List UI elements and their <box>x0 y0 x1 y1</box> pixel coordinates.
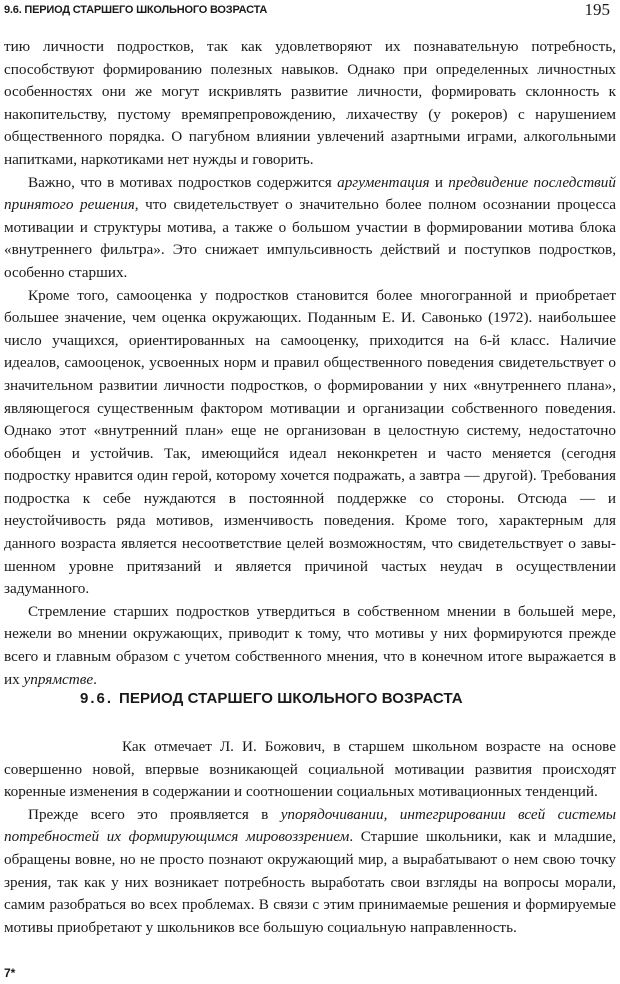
section-title: ПЕРИОД СТАРШЕГО ШКОЛЬНОГО ВОЗРАСТА <box>119 690 463 707</box>
paragraph: Важно, что в мотивах подростков содержится аргументация и предвидение последствий принятого решения, что свидетельствует о значительно более полном осознании процесса мотивации и структуры мотива, а также о большом участии в формировании мотива блока «внутреннего фильтра». Это снижает импульсивность действий и поступков подростков, особенно старших. <box>4 173 616 281</box>
section-number: 9.6. <box>80 690 114 707</box>
running-header: 9.6. ПЕРИОД СТАРШЕГО ШКОЛЬНОГО ВОЗРАСТА <box>4 4 268 16</box>
emphasis: предвидение последствий принятого решения, <box>4 173 616 214</box>
signature-mark: 7* <box>4 966 16 980</box>
emphasis: упорядочивании, интегрировании всей системы потребностей их формирующимся мировоззрением <box>4 805 616 846</box>
section-heading <box>80 690 463 707</box>
emphasis: упрямстве <box>23 670 94 688</box>
body-text-after-section <box>4 736 616 939</box>
paragraph: Прежде всего это проявляется в упорядочивании, интегрировании всей системы потребностей их формирующимся мировоззрением. Старшие школьники, как и младшие, обращены вовне, но не просто познают окружающий мир, а вырабатывают о нем свою точку зрения, так как у них возникает потребность выработать свои взгляды на вопросы морали, самим разобраться во всех проблемах. В связи с этим принимаемые решения и формируемые мотивы приобретают у школьников все большую социальную направленность. <box>4 805 616 936</box>
paragraph: Стремление старших подростков утвердиться в собственном мнении в большей мере, нежели во мнении окружающих, приводит к тому, что мотивы у них формируются прежде всего и главным образом с учетом собственного мнения, что в конечном итоге выражается в их упрямстве. <box>4 602 616 688</box>
emphasis: аргументация <box>337 173 430 191</box>
paragraph: Кроме того, самооценка у подростков становится более многогранной и приобретает большее значение, чем оценка окружающих. Поданным Е. И. Савонько (1972). наибольшее число учащихся, ориентированных на самооценку, приходится на 6-й класс. Наличие идеалов, самооценок, усвоенных норм и правил общественного поведения свидетельствует о значительном развитии личности подростков, о формировании у них «внутреннего плана», являющегося существенным фактором мотивации и организации собственного поведения. Однако этот «внутренний план» еще не организован в целостную систему, недостаточно обобщен и устойчив. Так, имеющийся идеал неконкретен и часто меняется (сегодня подростку нравится один герой, которому хочется подражать, а завтра — другой). Требования подростка к себе нуждаются в постоянной поддержке со стороны. Отсюда — и неустойчивость ряда мотивов, изменчивость поведения. Кроме того, характерным для данного возраста является несоответствие целей возможностям, что свидетельствует о завышенном уровне притязаний и является причиной частых неудач в осуществлении задуманного. <box>4 286 616 598</box>
page-number: 195 <box>584 0 610 19</box>
paragraph: Как отмечает Л. И. Божович, в старшем школьном возрасте на основе совершенно новой, впервые возникающей социальной мотивации развития происходят коренные изменения в содержании и соотношении социальных мотивационных тенденций. <box>4 738 616 801</box>
body-text-before-section <box>4 36 616 691</box>
paragraph: тию личности подростков, так как удовлетворяют их познавательную потребность, способствуют формированию полезных навыков. Однако при определенных личностных особенностях они же могут искривлять развитие личности, формировать склонность к накопительству, пустому времяпрепровождению, лихачеству (у рокеров) с нарушением общественного порядка. О пагубном влиянии увлечений азартными играми, алкогольными напитками, наркотиками нет нужды и говорить. <box>4 38 616 168</box>
